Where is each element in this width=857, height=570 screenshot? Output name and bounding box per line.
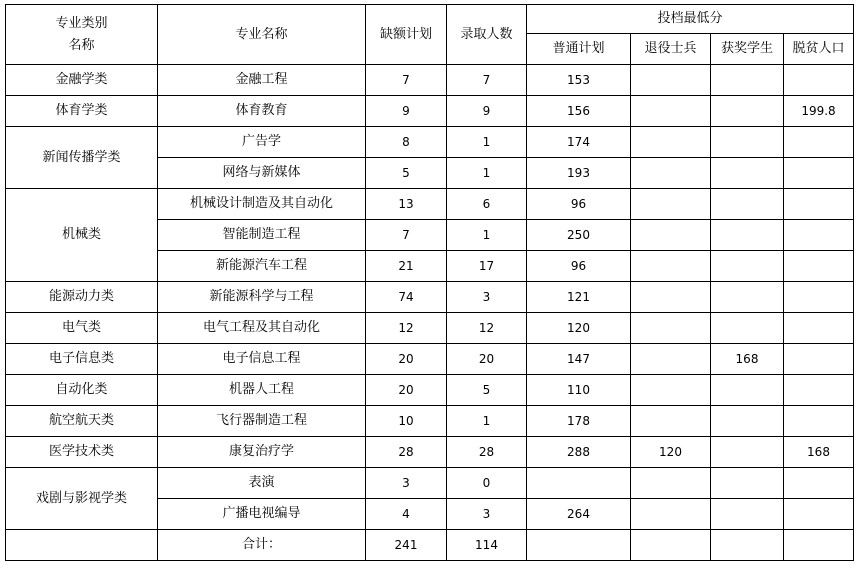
poverty-score-cell (784, 127, 854, 158)
regular-score-cell: 156 (527, 96, 631, 127)
award-score-cell (711, 189, 784, 220)
table-row (6, 344, 854, 375)
category-cell: 体育学类 (6, 96, 158, 127)
header-vacancy-plan: 缺额计划 (366, 5, 447, 65)
total-label: 合计： (158, 530, 366, 561)
header-row-1 (6, 5, 854, 34)
header-major: 专业名称 (158, 5, 366, 65)
regular-score-cell (527, 468, 631, 499)
veteran-score-cell (631, 499, 711, 530)
admitted-cell: 1 (447, 220, 527, 251)
admitted-cell: 1 (447, 158, 527, 189)
admission-score-table (5, 4, 854, 561)
plan-cell: 5 (366, 158, 447, 189)
regular-score-cell: 178 (527, 406, 631, 437)
award-score-cell (711, 158, 784, 189)
table-row (6, 313, 854, 344)
admitted-cell: 1 (447, 127, 527, 158)
regular-score-cell: 264 (527, 499, 631, 530)
admitted-cell: 7 (447, 65, 527, 96)
poverty-score-cell (784, 375, 854, 406)
regular-score-cell: 147 (527, 344, 631, 375)
major-cell: 新能源科学与工程 (158, 282, 366, 313)
total-empty-cell (784, 530, 854, 561)
poverty-score-cell (784, 344, 854, 375)
award-score-cell (711, 65, 784, 96)
major-cell: 体育教育 (158, 96, 366, 127)
admitted-cell: 12 (447, 313, 527, 344)
regular-score-cell: 120 (527, 313, 631, 344)
poverty-score-cell (784, 282, 854, 313)
total-admitted: 114 (447, 530, 527, 561)
veteran-score-cell: 120 (631, 437, 711, 468)
veteran-score-cell (631, 65, 711, 96)
major-cell: 康复治疗学 (158, 437, 366, 468)
category-cell: 戏剧与影视学类 (6, 468, 158, 530)
veteran-score-cell (631, 158, 711, 189)
poverty-score-cell (784, 220, 854, 251)
regular-score-cell: 110 (527, 375, 631, 406)
category-cell: 金融学类 (6, 65, 158, 96)
major-cell: 智能制造工程 (158, 220, 366, 251)
admitted-cell: 28 (447, 437, 527, 468)
admitted-cell: 5 (447, 375, 527, 406)
veteran-score-cell (631, 220, 711, 251)
plan-cell: 13 (366, 189, 447, 220)
plan-cell: 10 (366, 406, 447, 437)
award-score-cell (711, 96, 784, 127)
award-score-cell (711, 468, 784, 499)
award-score-cell (711, 282, 784, 313)
table-row (6, 96, 854, 127)
table-row (6, 65, 854, 96)
award-score-cell (711, 437, 784, 468)
header-poverty: 脱贫人口 (784, 34, 854, 65)
poverty-score-cell (784, 499, 854, 530)
regular-score-cell: 121 (527, 282, 631, 313)
category-cell: 电子信息类 (6, 344, 158, 375)
veteran-score-cell (631, 127, 711, 158)
regular-score-cell: 153 (527, 65, 631, 96)
header-award: 获奖学生 (711, 34, 784, 65)
plan-cell: 20 (366, 344, 447, 375)
major-cell: 电气工程及其自动化 (158, 313, 366, 344)
veteran-score-cell (631, 251, 711, 282)
header-admitted: 录取人数 (447, 5, 527, 65)
plan-cell: 28 (366, 437, 447, 468)
total-plan: 241 (366, 530, 447, 561)
admitted-cell: 20 (447, 344, 527, 375)
major-cell: 机器人工程 (158, 375, 366, 406)
award-score-cell (711, 375, 784, 406)
major-cell: 金融工程 (158, 65, 366, 96)
table-row (6, 406, 854, 437)
major-cell: 网络与新媒体 (158, 158, 366, 189)
admitted-cell: 17 (447, 251, 527, 282)
header-min-score: 投档最低分 (527, 5, 854, 34)
major-cell: 机械设计制造及其自动化 (158, 189, 366, 220)
poverty-score-cell: 199.8 (784, 96, 854, 127)
category-cell: 机械类 (6, 189, 158, 282)
poverty-score-cell (784, 251, 854, 282)
veteran-score-cell (631, 468, 711, 499)
major-cell: 广播电视编导 (158, 499, 366, 530)
plan-cell: 7 (366, 220, 447, 251)
admitted-cell: 1 (447, 406, 527, 437)
admitted-cell: 3 (447, 282, 527, 313)
veteran-score-cell (631, 406, 711, 437)
plan-cell: 20 (366, 375, 447, 406)
poverty-score-cell (784, 406, 854, 437)
table-row (6, 282, 854, 313)
category-cell: 新闻传播学类 (6, 127, 158, 189)
award-score-cell (711, 220, 784, 251)
regular-score-cell: 96 (527, 251, 631, 282)
plan-cell: 21 (366, 251, 447, 282)
plan-cell: 7 (366, 65, 447, 96)
major-cell: 电子信息工程 (158, 344, 366, 375)
veteran-score-cell (631, 189, 711, 220)
regular-score-cell: 250 (527, 220, 631, 251)
major-cell: 表演 (158, 468, 366, 499)
plan-cell: 8 (366, 127, 447, 158)
category-cell: 医学技术类 (6, 437, 158, 468)
veteran-score-cell (631, 313, 711, 344)
major-cell: 广告学 (158, 127, 366, 158)
category-cell: 能源动力类 (6, 282, 158, 313)
plan-cell: 74 (366, 282, 447, 313)
major-cell: 飞行器制造工程 (158, 406, 366, 437)
poverty-score-cell: 168 (784, 437, 854, 468)
plan-cell: 4 (366, 499, 447, 530)
admitted-cell: 3 (447, 499, 527, 530)
regular-score-cell: 288 (527, 437, 631, 468)
category-cell: 航空航天类 (6, 406, 158, 437)
plan-cell: 3 (366, 468, 447, 499)
admitted-cell: 0 (447, 468, 527, 499)
total-empty-cell (631, 530, 711, 561)
category-cell: 电气类 (6, 313, 158, 344)
veteran-score-cell (631, 375, 711, 406)
table-row (6, 437, 854, 468)
plan-cell: 9 (366, 96, 447, 127)
veteran-score-cell (631, 282, 711, 313)
plan-cell: 12 (366, 313, 447, 344)
veteran-score-cell (631, 96, 711, 127)
table-row (6, 375, 854, 406)
header-veteran: 退役士兵 (631, 34, 711, 65)
regular-score-cell: 96 (527, 189, 631, 220)
poverty-score-cell (784, 189, 854, 220)
header-regular: 普通计划 (527, 34, 631, 65)
regular-score-cell: 174 (527, 127, 631, 158)
poverty-score-cell (784, 468, 854, 499)
poverty-score-cell (784, 65, 854, 96)
table-row (6, 127, 854, 158)
award-score-cell (711, 406, 784, 437)
header-category (6, 5, 158, 65)
admitted-cell: 6 (447, 189, 527, 220)
award-score-cell: 168 (711, 344, 784, 375)
total-empty-cell (527, 530, 631, 561)
table-row (6, 189, 854, 220)
table-row (6, 468, 854, 499)
award-score-cell (711, 127, 784, 158)
regular-score-cell: 193 (527, 158, 631, 189)
header-category-line2: 名称 (68, 37, 95, 53)
total-row (6, 530, 854, 561)
award-score-cell (711, 313, 784, 344)
award-score-cell (711, 251, 784, 282)
award-score-cell (711, 499, 784, 530)
category-cell: 自动化类 (6, 375, 158, 406)
major-cell: 新能源汽车工程 (158, 251, 366, 282)
poverty-score-cell (784, 158, 854, 189)
total-empty-cell (711, 530, 784, 561)
poverty-score-cell (784, 313, 854, 344)
admitted-cell: 9 (447, 96, 527, 127)
total-empty-cell (6, 530, 158, 561)
header-category-line1: 专业类别 (55, 15, 108, 31)
veteran-score-cell (631, 344, 711, 375)
